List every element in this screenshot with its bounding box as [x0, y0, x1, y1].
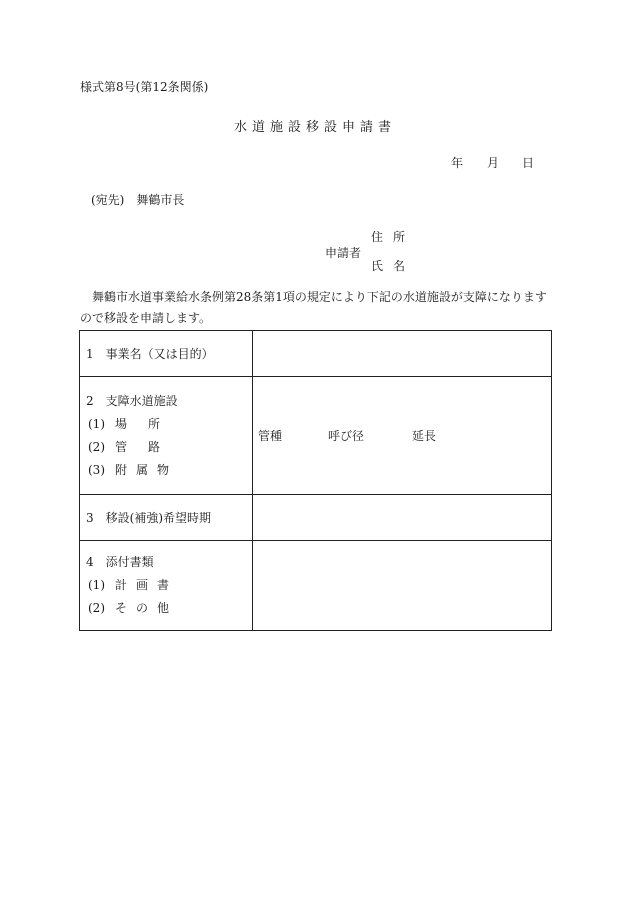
business-name-value[interactable]: [253, 331, 552, 377]
list-item: (2) 管路: [88, 439, 182, 454]
location-label: 場所: [115, 416, 182, 431]
attachments-cell: [80, 541, 253, 631]
document-title: 水道施設移設申請書: [233, 120, 396, 135]
attachments-value[interactable]: [253, 541, 552, 631]
accessories-label: 附属物: [115, 462, 179, 477]
list-item: (3) 附属物: [88, 462, 179, 477]
length-label: 延長: [412, 429, 437, 443]
date-year: 年: [451, 156, 464, 170]
table-row-relocation-period: [80, 495, 552, 541]
date-day: 日: [522, 156, 535, 170]
form-number: 様式第8号(第12条関係): [80, 80, 209, 94]
addressee: (宛先) 舞鶴市長: [91, 193, 185, 207]
obstructing-facility-label: 2 支障水道施設: [86, 393, 178, 408]
applicant-label: 申請者: [325, 246, 362, 260]
obstructing-facility-value[interactable]: [253, 377, 552, 495]
table-row-business-name: [80, 331, 552, 377]
application-table: [79, 330, 552, 631]
table-row-obstructing-facility: [80, 377, 552, 495]
pipe-type-label: 管種: [258, 429, 283, 443]
plan-document-label: 計画書: [115, 578, 179, 592]
table-row-attachments: [80, 541, 552, 631]
relocation-period-value[interactable]: [253, 495, 552, 541]
address-label: 住所: [371, 230, 416, 244]
list-item: (2) その他: [88, 601, 179, 615]
date-month: 月: [487, 156, 500, 170]
relocation-period-label: 3 移設(補強)希望時期: [80, 495, 253, 541]
business-name-label: 1 事業名（又は目的）: [80, 331, 253, 377]
obstructing-facility-cell: [80, 377, 253, 495]
body-text: 舞鶴市水道事業給水条例第28条第1項の規定により下記の水道施設が支障になりますので移設を申請します。: [80, 290, 547, 325]
nominal-diameter-label: 呼び径: [328, 429, 365, 443]
attachments-label: 4 添付書類: [86, 555, 154, 569]
pipeline-label: 管路: [115, 439, 182, 454]
other-label: その他: [115, 601, 179, 615]
list-item: (1) 場所: [88, 416, 182, 431]
name-label: 氏名: [371, 259, 416, 273]
list-item: (1) 計画書: [88, 578, 179, 592]
